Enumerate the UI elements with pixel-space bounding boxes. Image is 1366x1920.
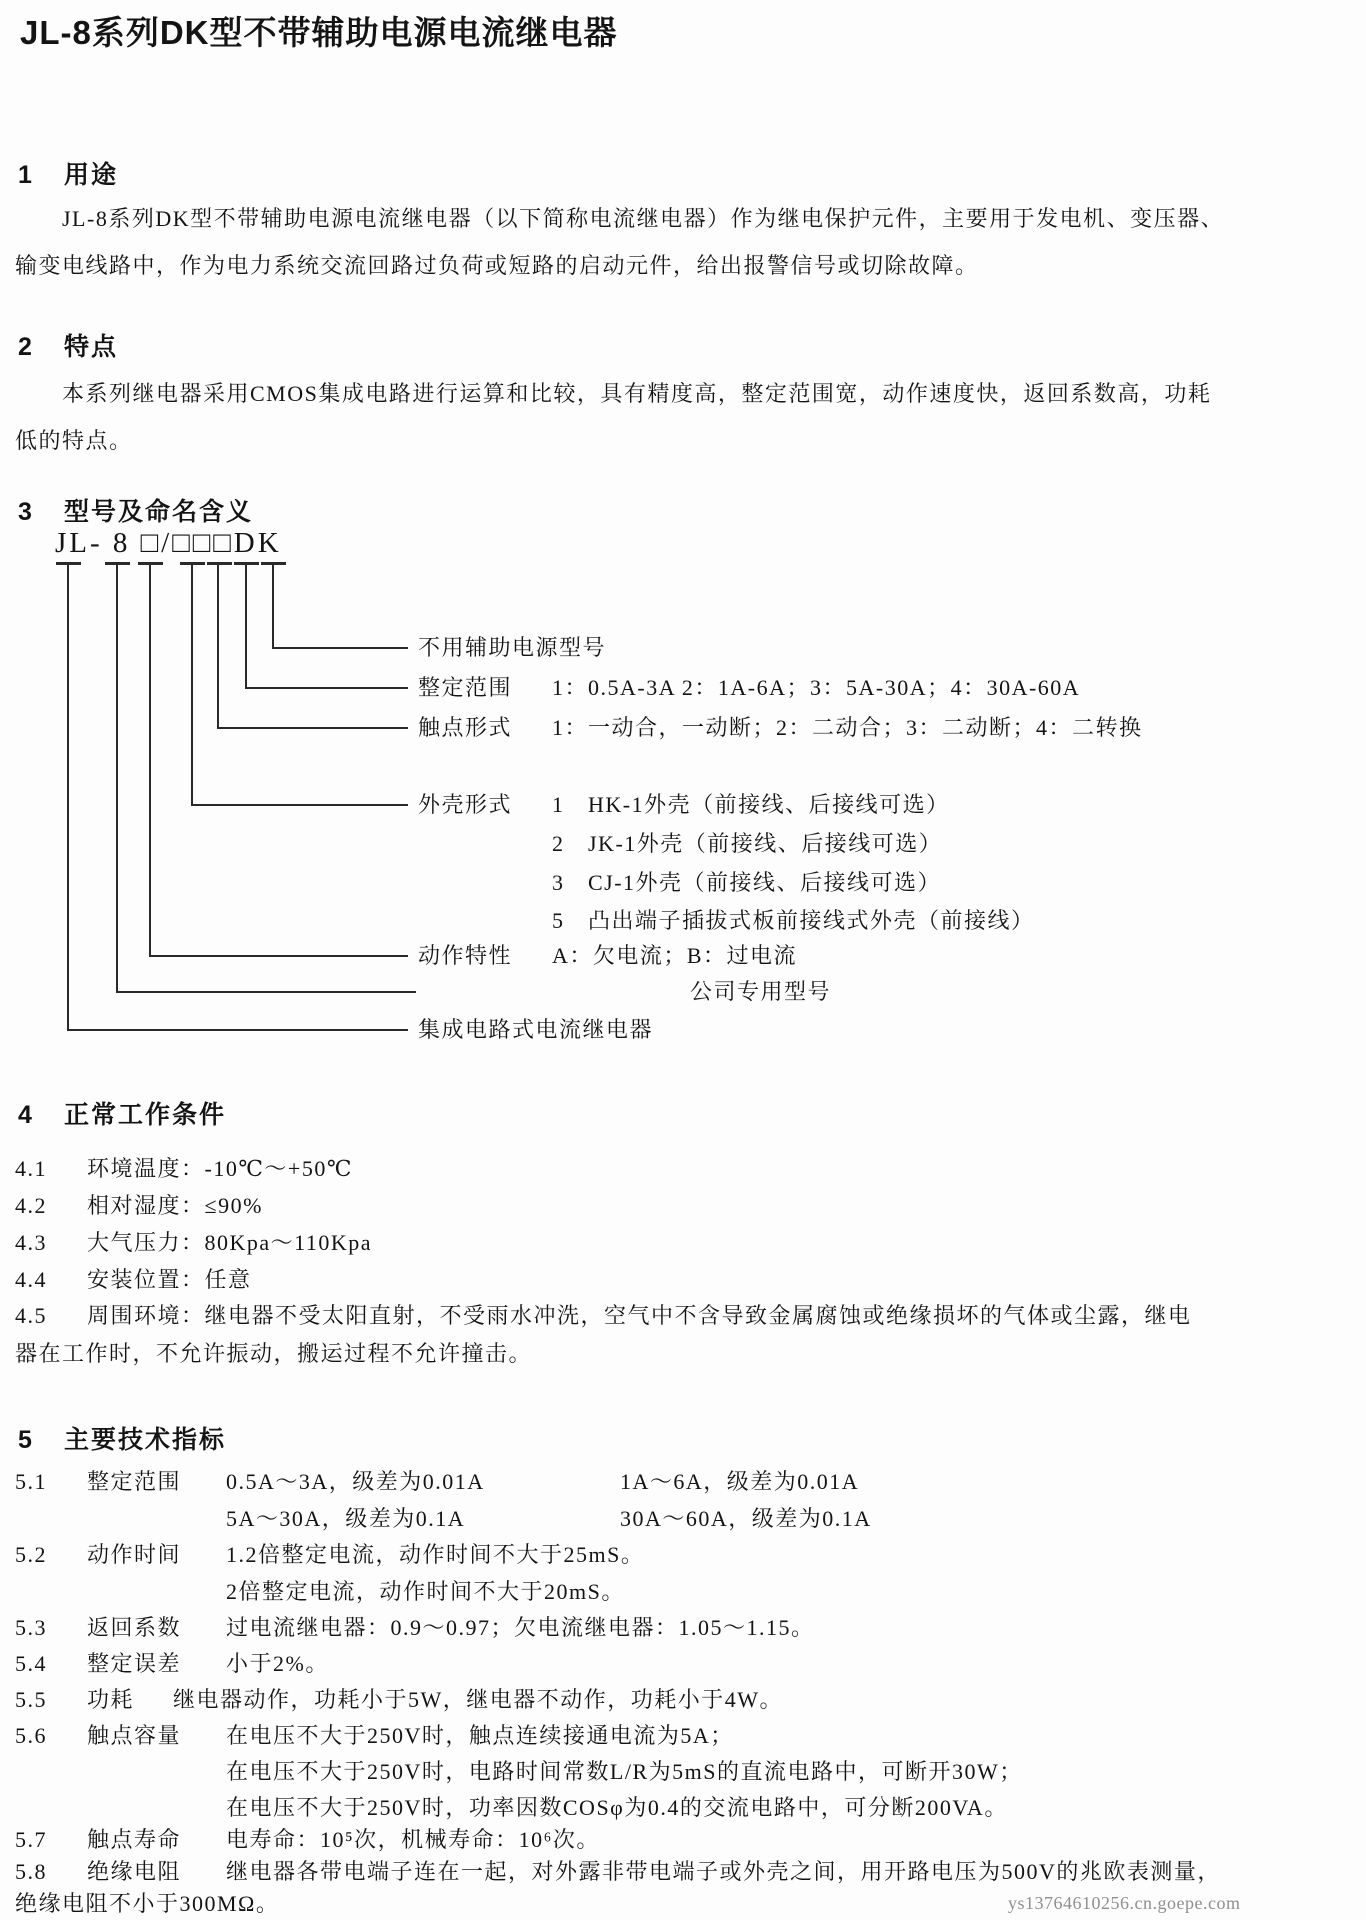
spec-text: 1.2倍整定电流，动作时间不大于25mS。	[226, 1542, 645, 1567]
spec-number: 5.4	[15, 1651, 47, 1676]
usage-paragraph-line-1: JL-8系列DK型不带辅助电源电流继电器（以下简称电流继电器）作为继电保护元件，主要用于发电机、变压器、	[62, 206, 1225, 231]
section-1-number: 1	[18, 161, 34, 189]
working-condition-number: 4.5	[15, 1303, 47, 1328]
section-2-title: 特点	[64, 333, 119, 361]
working-condition-number: 4.4	[15, 1267, 47, 1292]
section-5-title: 主要技术指标	[64, 1426, 227, 1454]
spec-term: 触点容量	[87, 1723, 182, 1748]
model-label-case-type-option-3: 3 CJ-1外壳（前接线、后接线可选）	[552, 870, 942, 895]
section-5-number: 5	[18, 1426, 34, 1454]
spec-row-contact-capacity	[15, 1722, 734, 1750]
spec-text: 电寿命：10⁵次，机械寿命：10⁶次。	[226, 1827, 600, 1852]
section-4-number: 4	[18, 1101, 34, 1129]
model-label-contact-form-values: 1：一动合，一动断；2：二动合；3：二动断；4：二转换	[552, 715, 1143, 740]
spec-value-col-2: 30A～60A，级差为0.1A	[620, 1506, 872, 1531]
section-3-number: 3	[18, 498, 34, 526]
model-label-contact-form	[418, 714, 1143, 742]
model-diagram-hline	[246, 687, 408, 689]
model-label-case-type-term: 外壳形式	[418, 792, 513, 817]
features-paragraph-line-1: 本系列继电器采用CMOS集成电路进行运算和比较，具有精度高，整定范围宽，动作速度快，返回系数高，功耗	[62, 381, 1212, 406]
working-condition-continuation: 器在工作时，不允许振动，搬运过程不允许撞击。	[15, 1341, 533, 1366]
spec-row-contact-life	[15, 1826, 600, 1854]
model-diagram-hline	[117, 991, 416, 993]
model-label-action-characteristic-term: 动作特性	[418, 943, 513, 968]
spec-text: 小于2%。	[226, 1651, 329, 1676]
spec-row-insulation-resistance-continuation: 绝缘电阻不小于300MΩ。	[15, 1891, 280, 1916]
model-label-case-type	[418, 791, 950, 819]
working-condition-number: 4.3	[15, 1230, 47, 1255]
spec-number: 5.5	[15, 1687, 47, 1712]
spec-row-action-time-continuation: 2倍整定电流，动作时间不大于20mS。	[226, 1579, 625, 1604]
spec-text: 过电流继电器：0.9～0.97；欠电流继电器：1.05～1.15。	[226, 1615, 815, 1640]
spec-row-power-consumption	[15, 1686, 783, 1714]
model-code-string: JL- 8 □/□□□DK	[55, 527, 282, 559]
working-condition-row	[15, 1155, 353, 1183]
spec-number: 5.3	[15, 1615, 47, 1640]
spec-number: 5.8	[15, 1859, 47, 1884]
model-diagram-vline	[245, 564, 247, 689]
model-label-setting-range-term: 整定范围	[418, 675, 513, 700]
model-diagram-hline	[273, 647, 408, 649]
model-diagram-cap	[207, 562, 232, 565]
watermark-text: ys13764610256.cn.goepe.com	[1008, 1893, 1241, 1913]
spec-row-insulation-resistance	[15, 1858, 1221, 1886]
spec-text: 在电压不大于250V时，触点连续接通电流为5A；	[226, 1723, 734, 1748]
working-condition-row	[15, 1266, 252, 1294]
model-label-action-characteristic-values: A：欠电流；B：过电流	[552, 943, 798, 968]
section-3-heading	[18, 497, 253, 528]
spec-term: 功耗	[87, 1687, 135, 1712]
spec-value-col-1: 0.5A～3A，级差为0.01A	[226, 1469, 485, 1494]
model-diagram-hline	[68, 1029, 408, 1031]
spec-number: 5.2	[15, 1542, 47, 1567]
features-paragraph-line-2: 低的特点。	[15, 428, 133, 453]
usage-paragraph-line-2: 输变电线路中，作为电力系统交流回路过负荷或短路的启动元件，给出报警信号或切除故障。	[15, 253, 979, 278]
spec-value-col-2: 1A～6A，级差为0.01A	[620, 1469, 860, 1494]
spec-number: 5.7	[15, 1827, 47, 1852]
working-condition-text: 安装位置：任意	[87, 1267, 252, 1292]
model-diagram-vline	[149, 564, 151, 957]
spec-term: 整定误差	[87, 1651, 182, 1676]
model-label-case-type-option-1: 1 HK-1外壳（前接线、后接线可选）	[552, 792, 950, 817]
section-5-heading	[18, 1425, 226, 1456]
model-diagram-vline	[67, 564, 69, 1031]
spec-term: 绝缘电阻	[87, 1859, 182, 1884]
model-diagram-hline	[218, 727, 408, 729]
model-label-contact-form-term: 触点形式	[418, 715, 513, 740]
model-diagram-hline	[150, 955, 408, 957]
model-label-action-characteristic	[418, 942, 797, 970]
model-label-case-type-option-5: 5 凸出端子插拔式板前接线式外壳（前接线）	[552, 908, 1035, 933]
section-2-heading	[18, 332, 118, 363]
section-1-title: 用途	[64, 161, 119, 189]
section-2-number: 2	[18, 333, 34, 361]
working-condition-row	[15, 1192, 263, 1220]
section-1-heading	[18, 160, 118, 191]
section-3-title: 型号及命名含义	[64, 498, 254, 526]
spec-row-contact-capacity-continuation-1: 在电压不大于250V时，电路时间常数L/R为5mS的直流电路中，可断开30W；	[226, 1759, 1023, 1784]
model-label-no-aux-power: 不用辅助电源型号	[418, 635, 607, 660]
section-4-heading	[18, 1100, 226, 1131]
model-diagram-vline	[116, 564, 118, 993]
model-label-setting-range	[418, 674, 1080, 702]
model-diagram-vline	[217, 564, 219, 729]
spec-number: 5.1	[15, 1469, 47, 1494]
page-title: JL-8系列DK型不带辅助电源电流继电器	[20, 14, 618, 51]
spec-term: 整定范围	[87, 1469, 182, 1494]
working-condition-text: 大气压力：80Kpa～110Kpa	[87, 1230, 372, 1255]
spec-row-setting-error	[15, 1650, 329, 1678]
spec-text: 继电器各带电端子连在一起，对外露非带电端子或外壳之间，用开路电压为500V的兆欧表测量，	[226, 1859, 1221, 1884]
working-condition-number: 4.1	[15, 1156, 47, 1181]
spec-row-contact-capacity-continuation-2: 在电压不大于250V时，功率因数COSφ为0.4的交流电路中，可分断200VA。	[226, 1795, 1008, 1820]
model-label-ic-current-relay: 集成电路式电流继电器	[418, 1017, 654, 1042]
spec-term: 返回系数	[87, 1615, 182, 1640]
spec-term: 触点寿命	[87, 1827, 182, 1852]
model-label-case-type-option-2: 2 JK-1外壳（前接线、后接线可选）	[552, 831, 943, 856]
section-4-title: 正常工作条件	[64, 1101, 227, 1129]
working-condition-row	[15, 1302, 1192, 1330]
spec-row-action-time	[15, 1541, 644, 1569]
model-label-company-model: 公司专用型号	[690, 979, 832, 1004]
spec-text: 继电器动作，功耗小于5W，继电器不动作，功耗小于4W。	[173, 1687, 784, 1712]
model-diagram-vline	[272, 564, 274, 649]
model-label-setting-range-values: 1：0.5A-3A 2：1A-6A；3：5A-30A；4：30A-60A	[552, 675, 1081, 700]
working-condition-text: 相对湿度：≤90%	[87, 1193, 263, 1218]
spec-row-return-coefficient	[15, 1614, 815, 1642]
spec-row-setting-range-continuation	[226, 1505, 872, 1533]
spec-row-setting-range	[15, 1468, 859, 1496]
working-condition-text: 环境温度：-10℃～+50℃	[87, 1156, 353, 1181]
model-diagram-hline	[192, 804, 408, 806]
working-condition-text: 周围环境：继电器不受太阳直射，不受雨水冲洗，空气中不含导致金属腐蚀或绝缘损坏的气体或尘露，继电	[87, 1303, 1192, 1328]
model-diagram-vline	[191, 564, 193, 806]
working-condition-number: 4.2	[15, 1193, 47, 1218]
spec-term: 动作时间	[87, 1542, 182, 1567]
spec-number: 5.6	[15, 1723, 47, 1748]
working-condition-row	[15, 1229, 372, 1257]
spec-value-col-1: 5A～30A，级差为0.1A	[226, 1506, 466, 1531]
